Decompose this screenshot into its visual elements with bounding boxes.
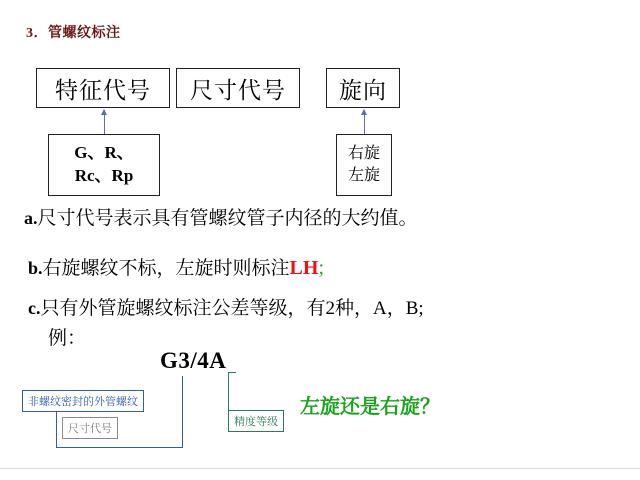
note-c-text: 只有外管旋螺纹标注公差等级，有2种，A，B; <box>40 298 424 319</box>
box-size-code-label: 尺寸代号 <box>190 77 286 103</box>
direction-line-2: 左旋 <box>347 167 380 184</box>
feature-code-line-1: G、R、 <box>74 143 134 163</box>
box-feature-code-label: 特征代号 <box>55 77 151 103</box>
note-b-label: b. <box>28 258 43 278</box>
note-a <box>24 203 418 230</box>
page-title: 3．管螺纹标注 <box>26 26 121 41</box>
box-feature-code-values <box>48 134 160 196</box>
note-b <box>28 253 324 280</box>
box-size-code <box>176 68 300 108</box>
arrow-up-icon-direction <box>364 110 365 134</box>
callout-outer-thread: 非螺纹密封的外管螺纹 <box>22 390 144 412</box>
box-direction <box>326 68 400 108</box>
example-thread-code: G3/4A <box>160 348 227 373</box>
callout-size-code: 尺寸代号 <box>62 417 118 439</box>
bottom-divider <box>0 468 640 469</box>
note-b-text: 右旋螺纹不标，左旋时则标注 <box>42 258 290 279</box>
leader-line-outer-vertical <box>56 408 57 448</box>
note-c <box>28 293 424 320</box>
leader-line-grade-vertical <box>228 372 229 412</box>
note-c-label: c. <box>28 298 41 318</box>
leader-line-grade-horizontal <box>228 372 236 373</box>
leader-line-outer-riser <box>182 376 183 448</box>
feature-code-line-2: Rc、Rp <box>74 166 134 185</box>
callout-accuracy-grade: 精度等级 <box>228 410 284 432</box>
direction-line-1: 右旋 <box>347 144 380 162</box>
arrow-up-icon-feature <box>104 110 105 134</box>
note-b-highlight: LH <box>289 257 319 279</box>
box-direction-label: 旋向 <box>339 77 387 103</box>
question-text: 左旋还是右旋？ <box>300 396 440 418</box>
note-a-text: 尺寸代号表示具有管螺纹管子内径的大约值。 <box>37 208 418 229</box>
box-direction-values <box>336 134 392 196</box>
note-b-tail: ; <box>318 257 324 279</box>
leader-line-outer-horizontal <box>56 447 182 448</box>
note-a-label: a. <box>24 208 38 228</box>
box-feature-code <box>36 68 170 108</box>
note-c-example-label: 例： <box>48 328 87 349</box>
